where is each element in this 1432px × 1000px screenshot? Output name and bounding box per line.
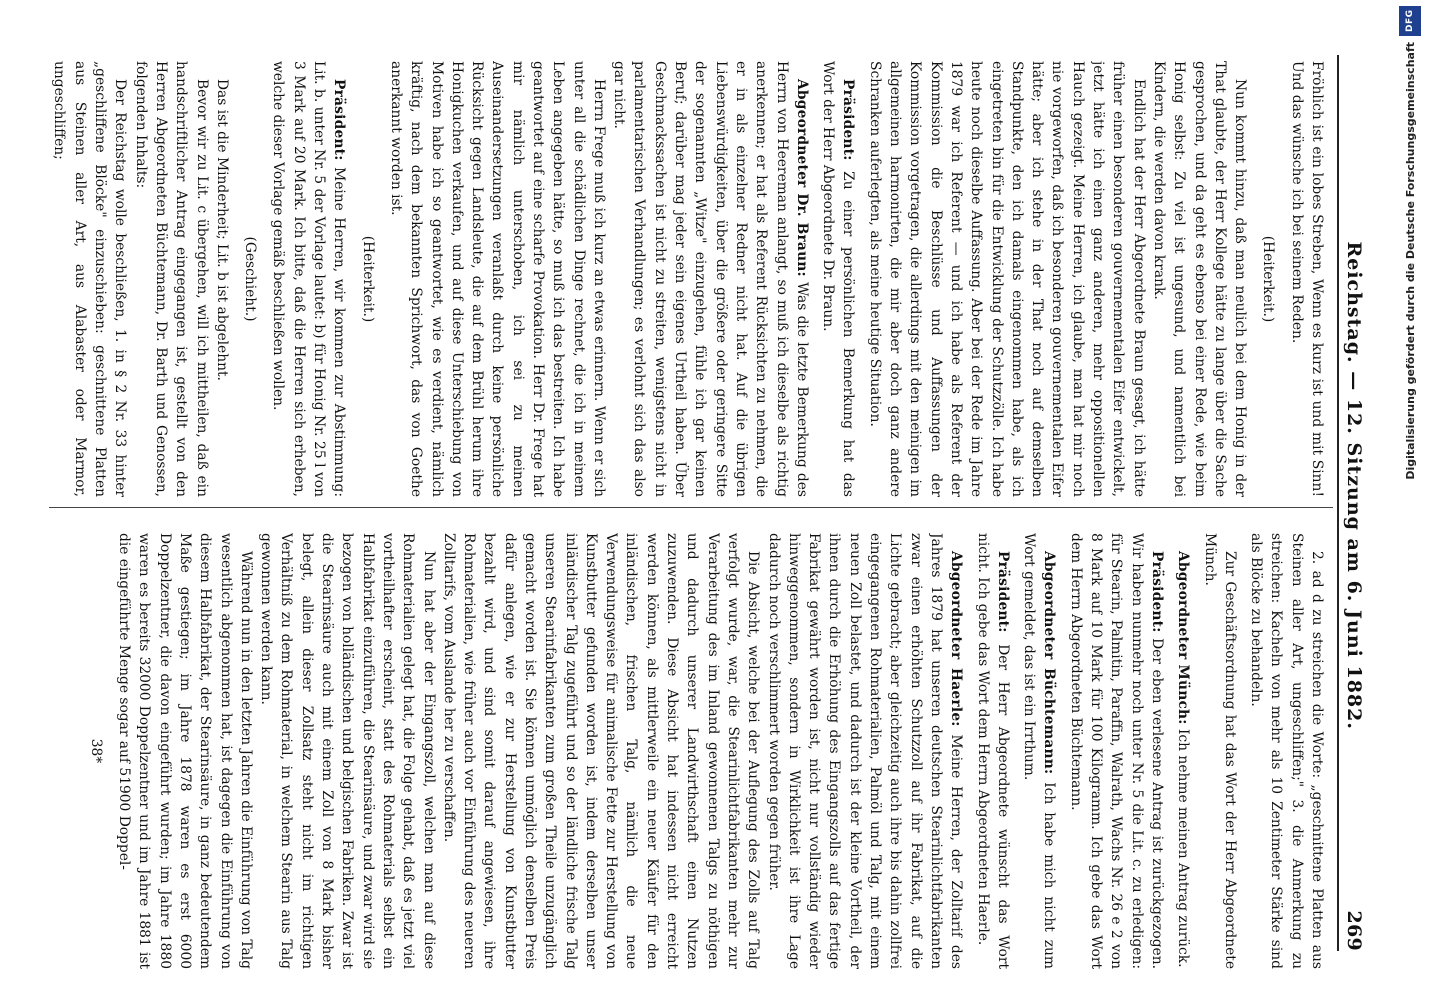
speech-paragraph — [268, 61, 349, 497]
column-divider — [49, 507, 1333, 508]
header-rule — [1337, 55, 1339, 951]
speech-paragraph — [818, 61, 859, 497]
left-column — [51, 61, 1327, 497]
paragraph: 2. ad d zu streichen die Worte: „geschnittene Platten aus Steinen aller Art, ungeschliffen;" 3. die Anmerkung zu streichen: Kacheln von mehr als 10 Zentimeter Stärke sind als Blöcke zu behandeln. — [1248, 533, 1325, 969]
speech-paragraph — [763, 533, 966, 969]
speaker-name: Abgeordneter Haerle: — [948, 551, 965, 727]
page-number: 269 — [1343, 910, 1365, 951]
speech-text: Der eben verlesene Antrag ist zurückgezogen. Wir haben nunmehr noch unter Nr. 5 die Lit. c. zu erledigen: für Stearin, Palmitin, Paraffin, Walrath, Wachs Nr. 26 e 2 von 8 Mark auf 10 Mark für 100 Kilogramm. Ich gebe das Wort dem Herrn Abgeordneten Büchtemann. — [1067, 533, 1165, 969]
paragraph: Der Reichstag wolle beschließen, 1. in § 2 Nr. 33 hinter „geschliffene Blöcke" einzuschieben: geschnittene Platten aus Steinen aller Art, aus Alabaster oder Marmor, ungeschliffen; — [51, 61, 129, 497]
page-header — [1343, 61, 1371, 951]
document-page — [41, 5, 1381, 995]
paragraph: Bevor wir zu Lit. c übergehen, will ich mittheilen, daß ein handschriftlicher Antrag eingegangen ist, gestellt von den Herren Abgeordneten Büchtemann, Dr. Barth und Genossen, folgenden Inhalts: — [132, 61, 210, 497]
speaker-name: Abgeordneter Büchtemann: — [1041, 551, 1058, 775]
paragraph: Fröhlich ist ein lobes Streben, Wenn es kurz ist und mit Sinn! Und das wünsche ich bei seinem Reden. — [1288, 61, 1325, 497]
paragraph: Nun hat aber der Eingangszoll, welchen man auf diese Rohmaterialien gelegt hat, die Folge gehabt, daß es jetzt viel vortheilhafter erscheint, statt des Rohmaterials selbst ein Halbfabrikat einzuführen, die Stearinsäure, und zwar wird sie bezogen von holländischen und belgischen Fabriken. Zwar ist die Stearinsäure auch mit einem Zoll von 8 Mark bisher belegt, allein dieser Zollsatz steht nicht im richtigen Verhältniß zu dem Rohmaterial, in welchem Stearin aus Talg gewonnen werden kann. — [258, 533, 437, 969]
right-column — [51, 533, 1327, 969]
speech-text: Der Herr Abgeordnete wünscht das Wort nicht. Ich gebe das Wort dem Herrn Abgeordneten Haerle. — [974, 533, 1011, 969]
dfg-logo: DFG — [1399, 6, 1421, 36]
speech-text: Ich habe mich nicht zum Wort gemeldet, das ist ein Irrthum. — [1021, 533, 1058, 969]
dfg-sidebar — [1392, 0, 1428, 1000]
speech-paragraph — [1065, 533, 1166, 969]
speech-text: Was die letzte Bemerkung des Herrn von Heereman anlangt, so muß ich dieselbe als richtig anerkennen; er hat als Referent Rücksichten zu nehmen, die er in als einzelner Redner nicht hat. Auf die übrigen Liebenswürdigkeiten, über die größere oder geringere Sitte der sogenannten „Witze" einzugehen, fühle ich gar keinen Beruf; darüber mag jeder sein eigenes Urtheil haben. Über Geschmackssachen ist nicht zu streiten, wenigstens nicht in parlamentarischen Verhandlungen; es verlohnt sich das also gar nicht. — [611, 61, 810, 497]
speech-paragraph — [1019, 533, 1060, 969]
speaker-name: Präsident: — [331, 79, 348, 161]
speaker-name: Abgeordneter Münch: — [1175, 551, 1192, 725]
speaker-name: Präsident: — [994, 551, 1011, 633]
speech-text: Ich nehme meinen Antrag zurück. — [1175, 728, 1192, 968]
paragraph: Zur Geschäftsordnung hat das Wort der Herr Abgeordnete Münch. — [1201, 533, 1238, 969]
stage-direction: (Heiterkeit.) — [359, 235, 376, 323]
paragraph: Während nun in den letzten Jahren die Einführung von Talg wesentlich abgenommen hat, ist dagegen die Einführung von diesem Halbfabrikat, der Stearinsäure, in ganz bedeutendem Maße gestiegen; im Jahre 1878 waren es erst 6000 Doppelzentner, die davon eingeführt wurden; im Jahre 1880 waren es bereits 32000 Doppelzentner und im Jahre 1881 ist die eingeführte Menge sogar auf 51900 Doppel- — [116, 533, 254, 969]
speech-paragraph — [1173, 533, 1193, 969]
header-title: Reichstag. — 12. Sitzung am 6. Juni 1882. — [1343, 241, 1365, 730]
paragraph: Das ist die Minderheit; Lit. b ist abgelehnt. — [213, 79, 230, 381]
speech-paragraph — [972, 533, 1013, 969]
speaker-name: Präsident: — [1148, 551, 1165, 633]
stage-direction: (Heiterkeit.) — [1260, 235, 1277, 323]
speech-text: Zu einer persönlichen Bemerkung hat das Wort der Herr Abgeordnete Dr. Braun. — [820, 61, 857, 497]
paragraph: Endlich hat der Herr Abgeordnete Braun gesagt, ich hätte früher einen besonderen gouvernementalen Eifer entwickelt, jetzt hätte ich einen ganz anderen, mehr oppositionellen Hauch gezeigt. Meine Herren, ich glaube, man hat mir noch nie vorgeworfen, daß ich besonderen gouvernementalen Eifer hätte; aber ich stehe in der That noch auf demselben Standpunkte, den ich damals eingenommen habe, als ich eingetreten bin für die Entwicklung der Schutzzölle. Ich habe heute noch dieselbe Auffassung. Aber bei der Rede im Jahre 1879 war ich Referent — und ich habe als Referent der Kommission die Beschlüsse und Auffassungen der Kommission vorgetragen, die allerdings mit den meinigen im allgemeinen harmonirten, die mir aber doch ganz andere Schranken auferlegten, als meine heutige Situation. — [866, 61, 1147, 497]
paragraph: Nun kommt hinzu, daß man neulich bei dem Honig in der That glaubte, der Herr Kollege hätte zu lange über die Sache gesprochen, und da geht es ebenso bei einer Rede, wie beim Honig selbst: Zu viel ist ungesund, und namentlich bei Kindern, die werden davon krank. — [1150, 61, 1249, 497]
speaker-name: Abgeordneter Dr. Braun: — [793, 79, 810, 277]
speech-paragraph — [609, 61, 812, 497]
paragraph: Die Absicht, welche bei der Auflegung des Zolls auf Talg verfolgt wurde, war, die Stearinlichtfabrikanten mehr zur Verarbeitung des im Inland gewonnenen Talgs zu nöthigen und dadurch unserer Landwirthschaft einen Nutzen zuzuwenden. Diese Absicht hat indessen nicht erreicht werden können, als mittlerweile ein neuer Käufer für den inländischen, frischen Talg, nämlich die neue Verwendungsweise für animalische Fette zur Herstellung von Kunstbutter gefunden worden ist, indem derselben unser inländischer Talg zugeführt und so der ländliche frische Talg unseren Stearinfabrikanten zum großen Theile unzugänglich gemacht worden ist. Sie können unmöglich denselben Preis dafür anlegen, wie er zur Herstellung von Kunstbutter bezahlt wird, und sind somit darauf angewiesen, ihre Rohmaterialien, wie früher auch vor Einführung des neueren Zolltarifs, vom Auslande her zu verschaffen. — [440, 533, 762, 969]
footnote-signature: 38* — [87, 738, 104, 764]
speech-text: Meine Herren, wir kommen zur Abstimmung: Lit. b. unter Nr. 5 der Vorlage lautet: b) für Honig Nr. 25 l von 3 Mark auf 20 Mark. Ich bitte, daß die Herren sich erheben, welche dieser Vorlage gemäß beschließen wollen. — [270, 61, 348, 497]
speech-text: Meine Herren, der Zolltarif des Jahres 1879 hat unseren deutschen Stearinlichtfabrikanten zwar einen erhöhten Schutzzoll auf ihr Fabrikat, auf die Lichte gebracht; aber gleichzeitig auch ihre bis dahin zollfrei eingegangenen Rohmaterialien, Palmöl und Talg, mit einem neuen Zoll belastet, und dadurch ist der kleine Vortheil, der ihnen durch die Erhöhung des Eingangszolls auf das fertige Fabrikat gewährt worden ist, nicht nur vollständig wieder hinweggenommen, sondern in Wirklichkeit ist ihre Lage dadurch noch verschlimmert worden gegen früher. — [765, 533, 965, 969]
paragraph: Herrn Frege muß ich kurz an etwas erinnern. Wenn er sich unter all die schädlichen Dinge rechnet, die ich in meinem Leben angegeben hätte, so muß ich das bestreiten. Ich habe geantwortet auf eine scharfe Provokation. Herr Dr. Frege hat mir nämlich unterschoben, ich sei zu meinen Auseinandersetzungen veranlaßt durch keine persönliche Rücksicht gegen Landsleute, die auf dem Brühl herum ihre Honigkuchen verkaufen, und auf diese Unterschiebung von Motiven habe ich so geantwortet, wie es verdient, nämlich kräftig, nach dem bekannten Sprichwort, das von Goethe anerkannt worden ist. — [387, 61, 607, 497]
speaker-name: Präsident: — [840, 79, 857, 161]
stage-direction: (Geschieht.) — [242, 236, 259, 322]
dfg-credit: Digitalisierung gefördert durch die Deutsche Forschungsgemeinschaft — [1403, 42, 1417, 480]
